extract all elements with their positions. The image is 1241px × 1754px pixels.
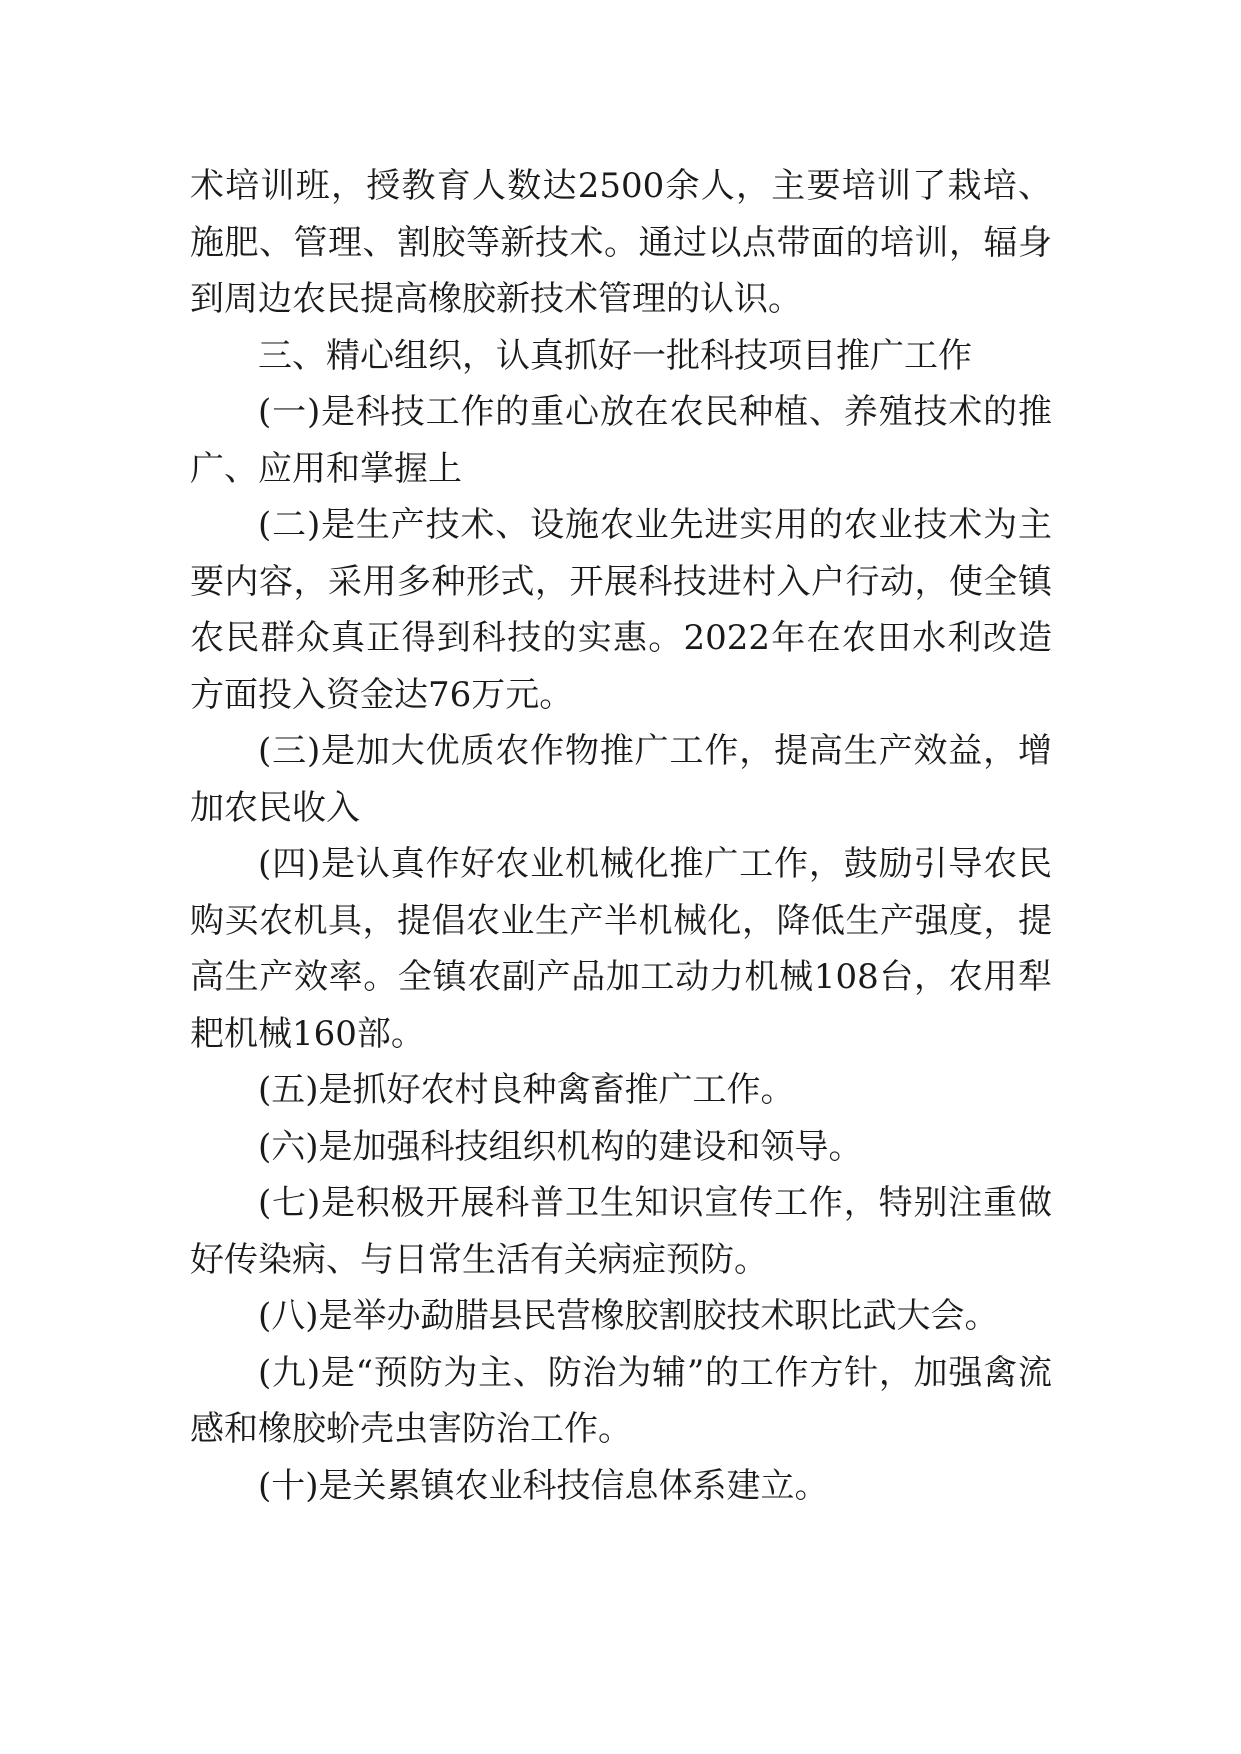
item-seven: (七)是积极开展科普卫生知识宣传工作，特别注重做好传染病、与日常生活有关病症预防。 xyxy=(190,1183,1052,1280)
item-three: (三)是加大优质农作物推广工作，提高生产效益，增加农民收入 xyxy=(190,731,1052,828)
item-six: (六)是加强科技组织机构的建设和领导。 xyxy=(258,1126,863,1167)
paragraph-training-continuation: 术培训班，授教育人数达2500余人，主要培训了栽培、施肥、管理、割胶等新技术。通过以点带面的培训，辐身到周边农民提高橡胶新技术管理的认识。 xyxy=(190,166,1052,319)
item-one: (一)是科技工作的重心放在农民种植、养殖技术的推广、应用和掌握上 xyxy=(190,392,1052,489)
document-body xyxy=(190,158,1052,1514)
item-ten: (十)是关累镇农业科技信息体系建立。 xyxy=(258,1465,829,1506)
item-eight: (八)是举办勐腊县民营橡胶割胶技术职比武大会。 xyxy=(258,1296,999,1336)
item-four: (四)是认真作好农业机械化推广工作，鼓励引导农民购买农机具，提倡农业生产半机械化，降低生产强度，提高生产效率。全镇农副产品加工动力机械108台，农用犁耙机械160部。 xyxy=(190,844,1052,1054)
item-five: (五)是抓好农村良种禽畜推广工作。 xyxy=(258,1070,795,1110)
item-nine: (九)是“预防为主、防治为辅”的工作方针，加强禽流感和橡胶蚧壳虫害防治工作。 xyxy=(190,1352,1052,1449)
item-two: (二)是生产技术、设施农业先进实用的农业技术为主要内容，采用多种形式，开展科技进村入户行动，使全镇农民群众真正得到科技的实惠。2022年在农田水利改造方面投入资金达76万元。 xyxy=(190,505,1052,715)
section-heading-three: 三、精心组织，认真抓好一批科技项目推广工作 xyxy=(258,335,972,376)
